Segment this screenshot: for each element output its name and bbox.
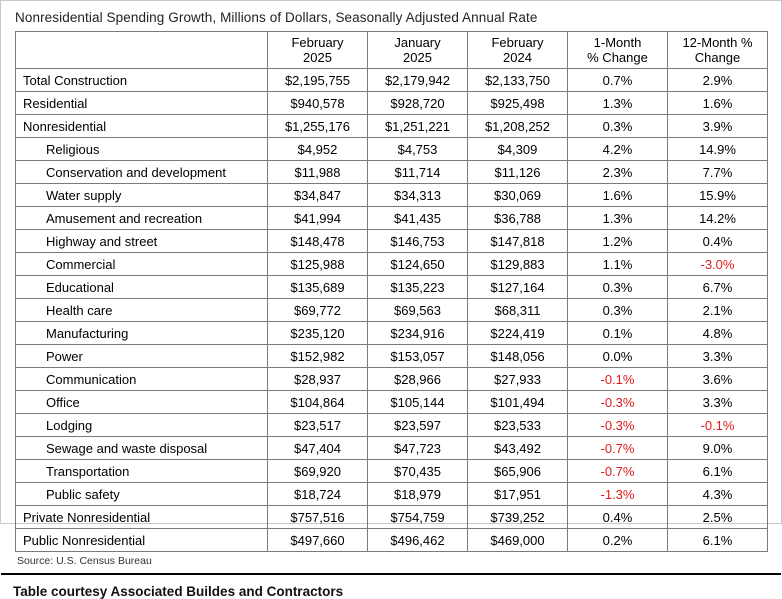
cell-feb-2024: $469,000 (468, 529, 568, 552)
cell-12-month-change: 14.9% (668, 138, 768, 161)
row-label: Educational (16, 276, 268, 299)
table-row (16, 391, 768, 414)
cell-jan-2025: $23,597 (368, 414, 468, 437)
cell-feb-2025: $152,982 (268, 345, 368, 368)
table-row (16, 253, 768, 276)
cell-12-month-change: 6.7% (668, 276, 768, 299)
row-label: Public safety (16, 483, 268, 506)
row-label: Commercial (16, 253, 268, 276)
cell-feb-2025: $757,516 (268, 506, 368, 529)
cell-12-month-change: 1.6% (668, 92, 768, 115)
cell-jan-2025: $146,753 (368, 230, 468, 253)
cell-jan-2025: $124,650 (368, 253, 468, 276)
footer-credit: Table courtesy Associated Buildes and Contractors (13, 584, 344, 599)
cell-feb-2025: $69,920 (268, 460, 368, 483)
cell-1-month-change: 1.1% (568, 253, 668, 276)
table-row (16, 207, 768, 230)
nonresidential-spending-table (15, 31, 768, 552)
cell-12-month-change: 2.1% (668, 299, 768, 322)
cell-12-month-change: 3.3% (668, 345, 768, 368)
cell-feb-2024: $1,208,252 (468, 115, 568, 138)
row-label: Sewage and waste disposal (16, 437, 268, 460)
table-row (16, 414, 768, 437)
row-label: Highway and street (16, 230, 268, 253)
cell-12-month-change: 6.1% (668, 529, 768, 552)
source-note: Source: U.S. Census Bureau (17, 555, 152, 567)
cell-feb-2024: $27,933 (468, 368, 568, 391)
cell-feb-2025: $104,864 (268, 391, 368, 414)
cell-1-month-change: 0.3% (568, 276, 668, 299)
cell-1-month-change: 1.3% (568, 92, 668, 115)
table-row (16, 368, 768, 391)
cell-12-month-change: -0.1% (668, 414, 768, 437)
table-body (16, 69, 768, 552)
row-label: Communication (16, 368, 268, 391)
row-label: Religious (16, 138, 268, 161)
cell-feb-2025: $135,689 (268, 276, 368, 299)
cell-feb-2025: $148,478 (268, 230, 368, 253)
cell-1-month-change: 4.2% (568, 138, 668, 161)
cell-jan-2025: $496,462 (368, 529, 468, 552)
cell-feb-2024: $101,494 (468, 391, 568, 414)
cell-jan-2025: $47,723 (368, 437, 468, 460)
row-label: Residential (16, 92, 268, 115)
cell-1-month-change: -1.3% (568, 483, 668, 506)
cell-jan-2025: $4,753 (368, 138, 468, 161)
cell-12-month-change: -3.0% (668, 253, 768, 276)
cell-feb-2025: $125,988 (268, 253, 368, 276)
table-row (16, 460, 768, 483)
cell-feb-2025: $11,988 (268, 161, 368, 184)
cell-1-month-change: 0.7% (568, 69, 668, 92)
table-header-row (16, 32, 768, 69)
cell-1-month-change: 0.0% (568, 345, 668, 368)
column-header-jan-2025 (368, 32, 468, 69)
table-row (16, 437, 768, 460)
cell-feb-2024: $148,056 (468, 345, 568, 368)
column-header-feb-2025 (268, 32, 368, 69)
cell-jan-2025: $153,057 (368, 345, 468, 368)
cell-feb-2024: $11,126 (468, 161, 568, 184)
column-header-line2: Change (694, 50, 741, 65)
row-label: Office (16, 391, 268, 414)
cell-feb-2024: $17,951 (468, 483, 568, 506)
column-header-feb-2024 (468, 32, 568, 69)
column-header-line2: 2024 (503, 50, 532, 65)
cell-1-month-change: -0.3% (568, 414, 668, 437)
cell-feb-2024: $4,309 (468, 138, 568, 161)
cell-12-month-change: 0.4% (668, 230, 768, 253)
cell-feb-2024: $43,492 (468, 437, 568, 460)
column-header-line1: February (491, 35, 544, 50)
cell-1-month-change: 0.4% (568, 506, 668, 529)
table-container (1, 31, 781, 552)
row-label: Private Nonresidential (16, 506, 268, 529)
cell-jan-2025: $34,313 (368, 184, 468, 207)
cell-jan-2025: $1,251,221 (368, 115, 468, 138)
row-label: Conservation and development (16, 161, 268, 184)
table-row (16, 299, 768, 322)
cell-12-month-change: 2.5% (668, 506, 768, 529)
cell-jan-2025: $105,144 (368, 391, 468, 414)
cell-jan-2025: $234,916 (368, 322, 468, 345)
cell-feb-2024: $129,883 (468, 253, 568, 276)
table-row (16, 69, 768, 92)
cell-12-month-change: 4.8% (668, 322, 768, 345)
cell-12-month-change: 7.7% (668, 161, 768, 184)
cell-jan-2025: $18,979 (368, 483, 468, 506)
cell-feb-2024: $2,133,750 (468, 69, 568, 92)
cell-1-month-change: 0.3% (568, 115, 668, 138)
cell-1-month-change: 1.2% (568, 230, 668, 253)
cell-feb-2025: $69,772 (268, 299, 368, 322)
column-header-line2: 2025 (303, 50, 332, 65)
table-row (16, 322, 768, 345)
table-row (16, 161, 768, 184)
table-row (16, 506, 768, 529)
cell-feb-2024: $224,419 (468, 322, 568, 345)
cell-feb-2025: $940,578 (268, 92, 368, 115)
cell-jan-2025: $928,720 (368, 92, 468, 115)
cell-1-month-change: -0.7% (568, 437, 668, 460)
table-row (16, 276, 768, 299)
cell-feb-2024: $739,252 (468, 506, 568, 529)
cell-jan-2025: $69,563 (368, 299, 468, 322)
cell-1-month-change: 1.3% (568, 207, 668, 230)
table-row (16, 92, 768, 115)
cell-12-month-change: 14.2% (668, 207, 768, 230)
row-label: Public Nonresidential (16, 529, 268, 552)
column-header-12-month-change (668, 32, 768, 69)
cell-1-month-change: 2.3% (568, 161, 668, 184)
row-label: Total Construction (16, 69, 268, 92)
cell-jan-2025: $11,714 (368, 161, 468, 184)
cell-feb-2025: $47,404 (268, 437, 368, 460)
cell-jan-2025: $135,223 (368, 276, 468, 299)
column-header-line2: % Change (587, 50, 648, 65)
table-row (16, 230, 768, 253)
cell-1-month-change: 0.2% (568, 529, 668, 552)
row-label: Manufacturing (16, 322, 268, 345)
cell-feb-2025: $497,660 (268, 529, 368, 552)
row-label: Amusement and recreation (16, 207, 268, 230)
row-label: Transportation (16, 460, 268, 483)
row-label: Water supply (16, 184, 268, 207)
cell-feb-2025: $1,255,176 (268, 115, 368, 138)
table-row (16, 483, 768, 506)
cell-jan-2025: $41,435 (368, 207, 468, 230)
cell-feb-2024: $65,906 (468, 460, 568, 483)
cell-feb-2025: $4,952 (268, 138, 368, 161)
cell-12-month-change: 3.3% (668, 391, 768, 414)
table-row (16, 529, 768, 552)
cell-feb-2024: $30,069 (468, 184, 568, 207)
column-header-1-month-change (568, 32, 668, 69)
cell-jan-2025: $70,435 (368, 460, 468, 483)
table-row (16, 345, 768, 368)
cell-feb-2025: $235,120 (268, 322, 368, 345)
cell-feb-2024: $925,498 (468, 92, 568, 115)
cell-1-month-change: -0.3% (568, 391, 668, 414)
column-header-line1: January (394, 35, 441, 50)
row-label: Nonresidential (16, 115, 268, 138)
cell-feb-2024: $68,311 (468, 299, 568, 322)
row-label: Power (16, 345, 268, 368)
cell-jan-2025: $754,759 (368, 506, 468, 529)
column-header-line1: 1-Month (593, 35, 642, 50)
row-label: Lodging (16, 414, 268, 437)
row-label: Health care (16, 299, 268, 322)
column-header-line1: February (291, 35, 344, 50)
cell-feb-2024: $23,533 (468, 414, 568, 437)
cell-feb-2025: $23,517 (268, 414, 368, 437)
cell-12-month-change: 9.0% (668, 437, 768, 460)
cell-feb-2025: $28,937 (268, 368, 368, 391)
cell-feb-2025: $34,847 (268, 184, 368, 207)
column-header-line1: 12-Month % (682, 35, 753, 50)
column-header-line2: 2025 (403, 50, 432, 65)
cell-feb-2024: $127,164 (468, 276, 568, 299)
cell-feb-2024: $147,818 (468, 230, 568, 253)
cell-1-month-change: -0.7% (568, 460, 668, 483)
cell-12-month-change: 15.9% (668, 184, 768, 207)
cell-jan-2025: $2,179,942 (368, 69, 468, 92)
table-row (16, 184, 768, 207)
cell-1-month-change: 0.1% (568, 322, 668, 345)
cell-12-month-change: 2.9% (668, 69, 768, 92)
page-title: Nonresidential Spending Growth, Millions of Dollars, Seasonally Adjusted Annual Rate (15, 10, 538, 25)
cell-1-month-change: -0.1% (568, 368, 668, 391)
cell-feb-2025: $41,994 (268, 207, 368, 230)
table-row (16, 138, 768, 161)
cell-1-month-change: 0.3% (568, 299, 668, 322)
cell-feb-2025: $18,724 (268, 483, 368, 506)
cell-12-month-change: 4.3% (668, 483, 768, 506)
cell-feb-2025: $2,195,755 (268, 69, 368, 92)
cell-12-month-change: 3.9% (668, 115, 768, 138)
column-header-category (16, 32, 268, 69)
cell-12-month-change: 3.6% (668, 368, 768, 391)
cell-jan-2025: $28,966 (368, 368, 468, 391)
cell-12-month-change: 6.1% (668, 460, 768, 483)
cell-1-month-change: 1.6% (568, 184, 668, 207)
table-row (16, 115, 768, 138)
cell-feb-2024: $36,788 (468, 207, 568, 230)
table-header (16, 32, 768, 69)
